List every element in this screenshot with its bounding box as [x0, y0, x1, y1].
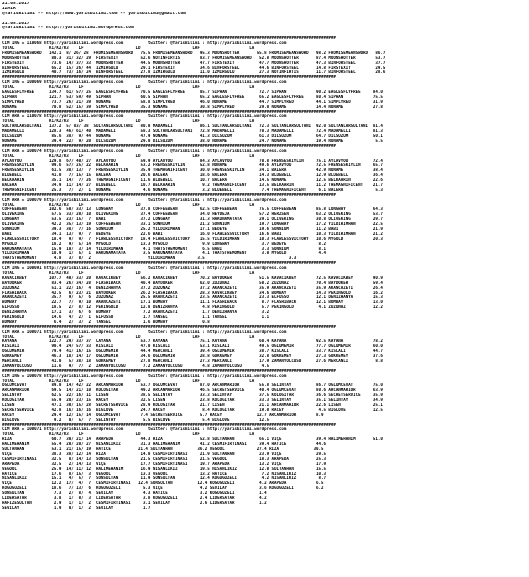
race-table-line: KISLALI 90.4 24/ 57/ 33 KISLALI 47.0 KISLALI 53.1 KISLALI 49.5 OGLUMEMIR 77.7 OGLUMEMIR 60.0: [2, 344, 383, 349]
race-table-line: BIGLOVE 9.2 0/ 5/ 7 SELINTAY 5.5 BIGLOVE 5.4 BIGLOVE 12.5: [2, 417, 270, 422]
race-table-line: VIÇE 38.3 38/ 12/ 14 RIZA 14.0 CESMIFIRTINASI 21.9 SULTANHAN 23.9 VIÇE 29.5: [2, 451, 326, 456]
race-table-line: BOMBAY 22.7 7/ 9/ 10 AKANCAZETI 17.1 BOMBAY 11.1 FLASHIBACK 8.7 FLASHIBACK 12.1 BOMBAY 13.0: [2, 300, 383, 305]
race-table-line: ARCANMARIOR 69.5 14/ 21/ 10 KOLOGITAR 49.2 ARCANMARIOR 46.5 SECRETSERVICE 40.4 OGLUMCEVAT 80.6 ARCANMARIOR 63.9: [2, 388, 383, 393]
race-table-line: ELFUSSO 18.5 2/ 8/ 12 PEKINGOLD 12.8 DENIZHANYA 4.8 PEKINGOLD 5.7 PEKINGOLD 4.1 ZUZUNAZ 12.2: [2, 305, 383, 310]
race-table-line: SIPHAN 121.7 53/ 59/ 49 SIPHAN 60.5 SIPHAN 65.2 EAGLESFLYFREE 65.2 EAGLESFLYFREE 80.4 SIPHAN 75.5: [2, 94, 383, 99]
race-table-line: TOTAL K1/K2/K3 LF LD LRF LA: [2, 202, 255, 207]
race-table-line: HAFIZESULTAN 2.9 1/ 1/ 2 CESMIFIRTINASI 3.1 SEVILAY 2.6 LIDERSATAR 1.2: [2, 500, 267, 505]
race-table-line: SONNIUM 39.3 38/ 7/ 16 SONNIUM 25.2 YILDIRIMHAN 17.1 BEDEYE 19.6 SONNIUM 11.2 BABI 21.9: [2, 226, 383, 231]
race-table-line: LIDERSATAR 3.8 1/ 0/ 3 LIDERSATAR 3.8 KOGUGUZELI 2.4 LIDERSATAR 4.2: [2, 495, 267, 500]
race-table-line: #######################################################################################################################################: [2, 143, 336, 148]
race-table-line: İZMİRGULU 40.7 73/ 16/ 24 BINFORSTEEL 27.8 İZMİRGULU 11.0 İZMİRGULU 27.3 NOTINFIRTIS 11.7 BINFORSTEEL 28.6: [2, 70, 386, 75]
race-table-line: TOTAL K1/K2/K3 LF LD LRF LA: [2, 270, 255, 275]
race-table-line: AYLAVYOU 129.8 67/ 40/ 27 AYLAVYOU 59.9 AYLAVYOU 84.3 AYLAVYOU 70.8 FRENSESKIYLIN 75.1 AYLAVYOU 72.4: [2, 158, 383, 163]
race-table-line: BALERA 34.9 11/ 14/ 27 BLUEBELL 10.7 BELKAARIN 9.2 THEMAGNIFICENT 13.5 BELKAARIN 11.2 THEMAGNIFICENT 21.7: [2, 182, 383, 187]
header-line: @YarisBilimi -- http://www.yarisbilimi.com -- yarisbilimi@gmail.com: [2, 11, 186, 16]
race-table-line: BABI 34.1 13/ 9/ 7 BEDEYE 22.6 BABI 16.0 FLAWLESSVICTORY 16.6 BABI 10.3 YILDIRIMHAN 21.2: [2, 231, 383, 236]
race-table-line: MOONSHOTTER 80.3 31/ 32/ 29 FIRSTEXIT 52.6 NOTINFIRTIS 83.7 FROMISEMEANSWORD 52.8 MOONSHOTTER 87.4 MOONSHOTTER 53.7: [2, 55, 386, 60]
race-table-line: FLAWLESSVICTORY 18.4 9/ 9/ 7 FLAWLESSVICTORY 18.4 FLAWLESSVICTORY 15.5 YILDIRIMHAN 10.3 FLAWLESSVICTORY 10.6 MYGOLD 20.3: [2, 236, 383, 241]
header-line: İZMİR: [2, 6, 16, 11]
race-table-line: KOGUGUZELI 18.6 7/ 13/ 6 KOGUGUZELI 5.3 VIÇE 4.2 SEVILAY 3.6 KOGUGUZELI 6.2: [2, 486, 324, 491]
race-table-line: CİM ING = 110068 http://yarisbilimi.wordpress.com twitter: @YarisBilimi : http://yarisbilimi.wordpress.com: [2, 41, 287, 46]
race-table-line: SULTANHAN 53.1 21/ 15/ 19 HATICE 21.4 SULTANHAN 36.2 VEGOOL 27.4 RIZA 30.5: [2, 447, 324, 452]
race-table-line: YILDIRIMHAN 10.9 1/ 5/ 1 HAKUNAMATATA 3.5 HAKUNAMATATA 4.1 THATSTHEMOMENT 3.0 MYGOLD 4.4: [2, 251, 326, 256]
race-table-line: CİM ING = 100069 http://yarisbilimi.wordpress.com twitter: @YarisBilimi : http://yarisbilimi.wordpress.com: [2, 80, 287, 85]
race-table-line: HATICE 17.6 8/ 15/ 3 VEGOOL 13.3 VEGOOL 13.2 HATICE 7.2 NISANLIKIZ 10.3: [2, 471, 326, 476]
race-table-line: CİM ARA = 100079 http://yarisbilimi.wordpress.com twitter: @YarisBilimi : http://yarisbilimi.wordpress.com: [2, 197, 287, 202]
race-table-line: PEKINGOLD 14.6 4/ 2/ 1 ELFUSSO 1.7 TANSEL 1.1 TANSEL 1.1: [2, 315, 270, 319]
race-table-line: #######################################################################################################################################: [2, 109, 336, 114]
race-table-line: KOLOGITAR 55.9 20/ 23/ 15 RACEY 32.5 LISEN 23.8 KOLOGITAR 33.3 SELINTAY 35.1 SELINTAY 34.9: [2, 398, 383, 403]
race-table-line: BELKAARIN 35.1 14/ 7/ 26 THEMAGNIFICENT 11.6 BLUEBELL 10.7 BALERA 14.5 NONAME 12.5 BELKAARIN 22.6: [2, 178, 383, 183]
race-table-line: FRENSESKIYLIN 99.6 57/ 25/ 22 BELKAARIN 53.2 FRENSESKIYLIN 52.8 NONAME 49.6 AYLAVYOU 72.5 FRENSESKIYLIN 65.7: [2, 163, 383, 168]
race-table-line: FROMISEMEANSWORD 142.1 8/ 26/ 28 FROMISEMEANSWORD 75.5 FROMISEMEANSWORD 95.3 MOONSHOTTER 55.8 FROMISEMEANSWORD 98.2 FROMISEMEANSWORD 86.7: [2, 50, 386, 55]
race-table-line: OLIVEKING 57.5 33/ 20/ 10 OLIVEKING 37.4 COFFEEBEAN 34.0 HEYDEJA 57.2 HERZSEN 63.2 OLIVEKING 53.7: [2, 212, 383, 217]
race-table-line: SIMPLYRED 73.7 26/ 21/ 39 NONAME 58.8 SIMPLYRED 46.0 NONAME 44.7 SIMPLYRED 44.1 SIMPLYRED 31.9: [2, 99, 383, 104]
race-table-line: TOTAL K1/K2/K3 LF LD LRF LA: [2, 46, 255, 51]
race-table-line: TOTAL K1/K2/K3 LF LD LRF LA: [2, 153, 255, 158]
race-table-line: SULTANLARSULTANI 137.2 5/ 83/ 38 SULTANLARSULTANI 80.0 MADAMELI 86.1 SULTANLARSULTANI 72.3 SULTANLARSULTANI 92.0 SULTANLARSULTANI 81.4: [2, 124, 383, 129]
race-table-line: SEVILAY 1.9 0/ 1/ 2 SEVILAY 1.7: [2, 505, 151, 510]
race-analysis-document: [2, 2, 527, 575]
race-table-line: CİM ARA = 100071 http://yarisbilimi.wordpress.com twitter: @YarisBilimi : http://yarisbilimi.wordpress.com: [2, 427, 287, 432]
race-table-line: THEMAGNIFICENT 25.3 7/ 2/ 1 NONAME 4.6 NONAME 3.2 BLUEBELL 7.4 THEMAGNIFICENT 6.1 BALERA 5.3: [2, 187, 383, 192]
race-table-line: FRENSESKIYLIN 61.5 38/ 13/ 7 FRENSESKIYLIN 35.9 THEMAGNIFICENT 30.0 FRENSESKIYLIN 34.1 BALERA 42.9 NONAME 38.4: [2, 168, 383, 173]
race-table-line: RACEY 29.4 12/ 15/ 14 OGLUMCEVAT 7.4 SECRETSERVICE 5.7 RACEY 12.7 ARCANMARIOR 8.9: [2, 412, 324, 417]
race-table-line: VIÇE 12.2 17/ 4/ 7 CESMIFIRTINASI 12.4 SONSULTAN 12.4 KOGUGUZELI 4.2 ARAPEDA 6.5: [2, 481, 324, 486]
race-table-line: BOMBAY 6.4 2/ 3/ 2 TANSEL 1.6 BOMBAY 0.8: [2, 319, 210, 324]
race-table-line: CİM ARA = 100074 http://yarisbilimi.wordpress.com twitter: @YarisBilimi : http://yarisbilimi.wordpress.com: [2, 148, 287, 153]
race-table-line: NONAME 39.4 22/ 9/ 20 DILSUZUM 29.0 DILSUZUM 38.0 NONAME 24.7 NONAME 19.4 NONAME 5.5: [2, 138, 383, 143]
header-line: 21.05.2017: [2, 21, 30, 26]
race-table-line: AKANCAZETI 35.7 9/ 5/ 6 ZUZUNAZ 25.5 AKANCAZETI 23.5 AKANCAZETI 23.3 ELFUSSO 12.1 DENIZHANYA 15.3: [2, 295, 383, 300]
race-table-line: HAKUNAMATATA 15.9 10/ 3/ 14 YILDIRIMHAN 4.1 THATSTHEMOMENT 6.5 BABI 3.3 SONNIUM 8.1: [2, 246, 326, 251]
race-table-line: SECRETSERVICE 42.8 16/ 16/ 16 BIGLOVE 24.7 RACEY 8.4 KOLOGITAR 19.0 RACEY 4.5 BIGLOVE 12.5: [2, 407, 383, 412]
race-table-line: OGLUMCEVAT 89.0 14/ 42/ 22 ARCANMARIOR 53.7 OGLUMCEVAT 87.0 ARCANMARIOR 55.8 SELINTAY 86.7 OGLUMCEVAT 75.0: [2, 383, 383, 388]
race-table-line: VEGOOL 25.9 14/ 11/ 12 HALIMEHANIM 16.9 NISANLIKIZ 19.5 NISANLIKIZ 12.0 SULTANHAN 15.5: [2, 466, 326, 471]
race-table-line: NONAME 70.8 52/ 15/ 39 SIMPLYRED 35.3 NONAME 30.8 SIMPLYRED 29.0 NONAME 14.4 NONAME 27.8: [2, 104, 383, 109]
race-table-line: #######################################################################################################################################: [2, 422, 336, 427]
race-table-line: KAVACIKBEY 107.7 40/ 33/ 20 KAVACIKBEY 56.2 KAVACIKBEY 70.2 BAYDOKER 51.5 KAVACIKBEY 72.5 KAVACIKBEY 90.9: [2, 275, 383, 280]
race-table-line: FLASHIBACK 42.5 6/ 23/ 21 BAYDOKER 26.2 FLASHIBACK 28.3 KAVACIKBEY 34.6 BOMBAY 14.3 PEKINGOLD 16.2: [2, 290, 383, 295]
header-line: @YarisBilimi -- http://yarisbilimi.wordpress.com: [2, 26, 134, 31]
race-table-line: HALIMEHANIM 55.4 20/ 20/ 27 NISANLIKIZ 31.3 HALIMEHANIM 41.2 CESMIFIRTINASI 39.4 HATICE 44.6: [2, 442, 326, 447]
race-table-line: LISEN 47.1 30/ 15/ 28 SECRETSERVICE 28.9 KOLOGITAR 21.7 LISEN 21.1 ARCANMARIOR 22.6 LISEN 25.1: [2, 403, 383, 408]
race-table-line: KAYANA 122.7 29/ 33/ 37 LAYANA 53.7 KAYANA 75.1 KAYANA 60.4 KAYANA 92.5 KAYANA 78.2: [2, 339, 383, 344]
race-table-line: TOTAL K1/K2/K3 LF LD LRF LA: [2, 334, 255, 339]
race-table-line: #######################################################################################################################################: [2, 192, 336, 197]
race-table-line: #######################################################################################################################################: [2, 261, 336, 266]
race-table-line: TOTAL K1/K2/K3 LF LD LRF LA: [2, 119, 255, 124]
race-table-line: #######################################################################################################################################: [2, 324, 336, 329]
race-table-line: OLIVEKING 42.2 35/ 13/ 19 COFFEEBEAN 33.1 SONNIUM 21.2 SONNIUM 19.7 LONGWAY 17.2 YILDIRIMHAN 22.5: [2, 222, 383, 227]
race-table-line: EAGLESFLYFREE 134.7 61/ 57/ 25 EAGLESFLYFREE 70.5 EAGLESFLYFREE 85.7 SIPHAN 72.7 SIPHAN 90.2 EAGLESFLYFREE 84.0: [2, 90, 383, 95]
race-table-line: OGLUMEMIR 79.4 41/ 16/ 15 OGLUMEMIR 44.4 MERCANLI 39.4 OGLUMEMIR 38.7 KISLALI 33.7 KISLALI 44.7: [2, 349, 383, 354]
race-table-line: MERCANLI 41.0 5/ 38/ 18 GOKKEMEY 27.8 MERCANLI 27.3 MERCANLI 17.9 ZAMANYOLCUSU 27.6 MERCANLI 8.8: [2, 359, 383, 364]
race-table-line: NISANLIKIZ 15.1 4/ 5/ 7 SONSULTAN 11.9 SONSULTAN 12.4 KOGUGUZELI 4.2 NISANLIKIZ 8.7: [2, 476, 326, 481]
race-table-line: DENIZHANYA 17.1 3/ 6/ 6 BOMBAY 7.2 AKANCAZETI 1.7 DENIZHANYA 3.2: [2, 310, 270, 315]
race-table-line: SONSULTAN 7.3 2/ 8/ 4 SEVILAY 4.3 HATICE 3.2 KOGUGUZELI 1.4: [2, 491, 267, 496]
race-table-line: TOTAL K1/K2/K3 LF LD LRF LA: [2, 378, 255, 383]
race-table-line: CİM ARA = 110078 http://yarisbilimi.wordpress.com twitter: @YarisBilimi : http://yarisbilimi.wordpress.com: [2, 114, 287, 119]
race-table-line: THATSTHEMOMENT 4.8 3/ 0/ 2 YILDIRIMHAN 3.5 3.3: [2, 256, 297, 261]
race-table-line: COFFEEBEAN 102.6 50/ 33/ 13 LONGWAY 37.8 COFFEEBEAN 62.5 COFFEEBEAN 75.5 COFFEEBEAN 85.8 LONGWAY 64.3: [2, 207, 383, 212]
race-table-line: ZAMANYOLCUSU 11.6 9/ 7/ 2 ZAMANYOLCUSU 7.2 ZAMANYOLCUSU 4.8 ZAMANYOLCUSU 4.5: [2, 363, 270, 368]
race-table-line: TOTAL K1/K2/K3 LF LD LRF LA: [2, 85, 255, 90]
race-table-line: #######################################################################################################################################: [2, 36, 336, 41]
race-table-line: CİM ING = 100091 http://yarisbilimi.wordpress.com twitter: @YarisBilimi : http://yarisbilimi.wordpress.com: [2, 266, 287, 271]
race-table-line: #######################################################################################################################################: [2, 75, 336, 80]
race-table-line: MADAMELLI 128.3 46/ 61/ 40 MADAMELI 58.3 SULTANLARSULTANI 72.8 MADAMELLI 70.3 MADAMELLI 72.4 MADAMELLI 81.3: [2, 129, 383, 134]
race-table-line: RIZA 60.7 30/ 21/ 14 ARAPEDA 44.3 RIZA 52.8 SULTANHAN 65.1 VIÇE 39.4 HALIMEHANIM 51.0: [2, 437, 383, 442]
race-table-line: GOKKEMEY 46.3 18/ 14/ 17 OGLUMEMIR 34.6 OGLUMEMIR 28.8 GOKKEMEY 32.8 GOKKEMEY 27.3 GOKKEMEY 37.6: [2, 354, 383, 359]
race-table-line: BAYDOKER 83.4 26/ 34/ 28 FLASHIBACK 40.4 BAYDOKER 62.0 ZUZUNAZ 50.2 ZUZUNAZ 70.4 BAYDOKER 59.4: [2, 280, 383, 285]
race-table-line: CESMIFIRTINASI 32.5 8/ 14/ 13 SONSULTAN 21.5 CESMIFIRTINASI 21.5 VEGOOL 18.3 ARAPEDA 25.3: [2, 456, 326, 461]
race-table-line: SELINTAY 62.5 22/ 16/ 11 LISEN 38.5 SELINTAY 33.3 SELINTAY 37.5 KOLOGITAR 36.6 SECRETSERVICE 35.9: [2, 393, 383, 398]
race-table-line: CİM ING = 100078 http://yarisbilimi.wordpress.com twitter: @YarisBilimi : http://yarisbilimi.wordpress.com: [2, 373, 287, 378]
race-table-line: FIRSTEXIT 73.6 14/ 37/ 33 MOONSHOTTER 44.5 MOONSHOTTER 47.7 FIRSTEXIT 47.7 MOONSHOTTER 47.3 BINFORSTEEL 37.7: [2, 60, 386, 65]
race-table-line: BLUEBELL 41.0 7/ 15/ 15 BALERA 20.6 BALERA 18.6 BALERA 14.3 BLUEBELL 12.9 BLUEBELL 36.4: [2, 173, 383, 178]
header-line: 21.05.2017: [2, 2, 30, 6]
race-table-line: BINFORSTEEL 65.2 15/ 26/ 44 İZMİRGULU 29.1 FIRSTEXIT 34.6 BINFORSTEEL 44.6 BINFORSTEEL 14.8 FIRSTEXIT 29.5: [2, 65, 386, 70]
race-table-line: TOTAL K1/K2/K3 LF LD LRF LA: [2, 432, 255, 437]
race-table-line: LONGWAY 53.5 23/ 15/ 7 BABI 37.2 LONGWAY 31.3 HAKUNAMATATA 29.1 OLIVEKING 30.8 OLIVEKING 29.7: [2, 217, 383, 222]
race-table-line: ZUZUNAZ 51.1 22/ 16/ 4 DENIZHANYA 37.2 ZUZUNAZ 37.2 AKANCAZETI 35.9 AKANCAZETI 35.9 AKANCAZETI 26.4: [2, 285, 383, 290]
race-table-line: MYGOLD 18.2 9/ 5/ 14 MYGOLD 13.3 MYGOLD 9.9 LONGWAY 3.7 BEDEYE 8.2: [2, 241, 326, 246]
race-table-line: ARAPEDA 32.5 2/ 14/ 13 VIÇE 17.7 CESMIFIRTINASI 19.7 ARAPEDA 13.2 VIÇE 17.9: [2, 461, 326, 466]
race-table-line: DILSUZUM 85.6 38/ 9/ 44 NONAME 47.9 NONAME 41.3 DILSUZUM 61.3 DILSUZUM 64.7 DILSUZUM 50.1: [2, 134, 383, 139]
race-table-line: #######################################################################################################################################: [2, 368, 336, 373]
race-table-line: CİM ARA = 100071 http://yarisbilimi.wordpress.com twitter: @YarisBilimi : http://yarisbilimi.wordpress.com: [2, 329, 287, 334]
